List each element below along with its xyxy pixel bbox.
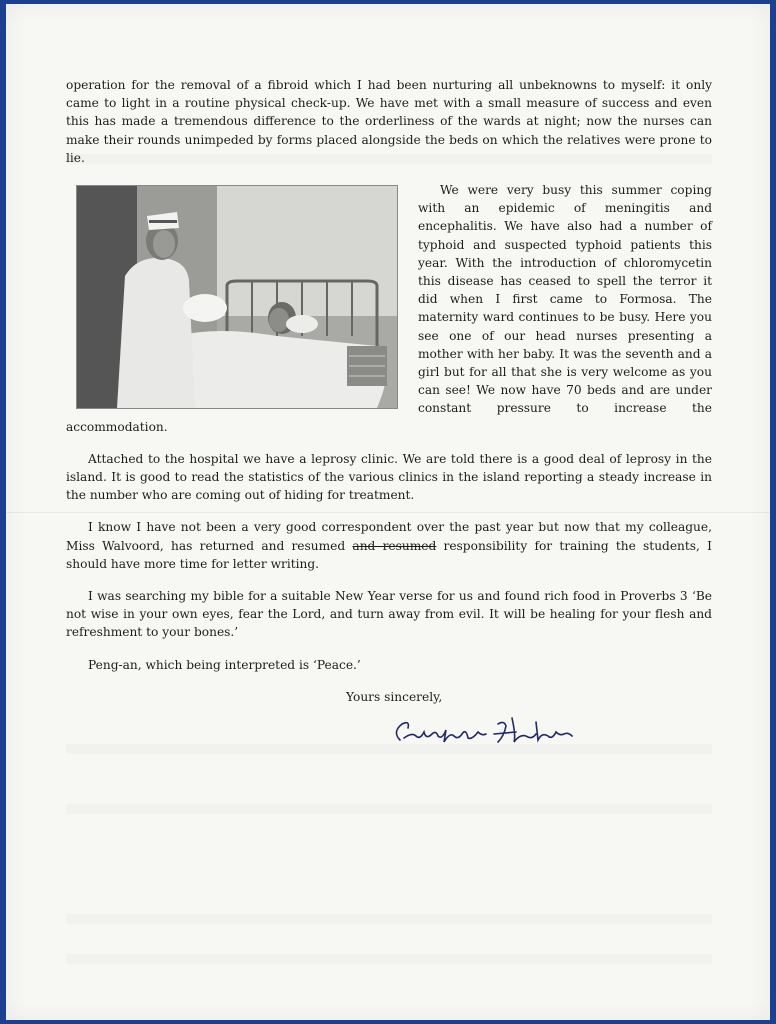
letter-body [66,76,712,750]
signature-icon [386,712,586,750]
show-through-text [66,954,712,964]
correspondent-text-end: responsibility for training the students, I should have more time for letter writing. [66,538,712,571]
closing-salutation: Yours sincerely, [346,689,443,704]
paragraph-correspondent [66,518,712,573]
handwritten-signature [386,712,586,750]
paragraph-bible-verse: I was searching my bible for a suitable New Year verse for us and found rich food in Proverbs 3 ‘Be not wise in your own eyes, fear the Lord, and turn away from evil. It will be healing for your flesh and refreshment to your bones.’ [66,589,712,640]
nurse-with-mother-photo [77,186,397,408]
paragraph-leprosy: Attached to the hospital we have a leprosy clinic. We are told there is a good deal of leprosy in the island. It is good to read the statistics of the various clinics in the island reporting a steady increase in the number who are coming out of hiding for treatment. [66,451,712,503]
paragraph-epidemic-text: We were very busy this summer coping with an epidemic of meningitis and encephalitis. We have also had a number of typhoid and suspected typhoid patients this year. With the introduction of chloromycetin this disease has ceased to spell the terror it did when I first came to Formosa. The maternity ward continues to be busy. Here you see one of our head nurses presenting a mother with her baby. It was the seventh and a girl but for all that she is very welcome as you can see! We now have 70 beds and are under constant pressure to increase the accommodation. [66,183,712,434]
paragraph-epidemic [66,181,712,436]
show-through-text [66,804,712,814]
letter-page [6,4,770,1020]
paragraph-fibroid: operation for the removal of a fibroid which I had been nurturing all unbeknowns to myself: it only came to light in a routine physical check-up. We have met with a small measure of success and even this has made a tremendous difference to the orderliness of the wards at night; now the nurses can make their rounds unimpeded by forms placed alongside the beds on which the relatives were prone to lie. [66,78,712,165]
paragraph-peace: Peng-an, which being interpreted is ‘Peace.’ [88,657,361,672]
maternity-ward-photo [76,185,398,409]
correspondent-text-start: I know I have not been a very good correspondent over the past year but now that my colleague, Miss Walvoord, has returned and resumed [66,520,712,553]
struck-through-text: and resumed [352,538,437,553]
show-through-text [66,914,712,924]
